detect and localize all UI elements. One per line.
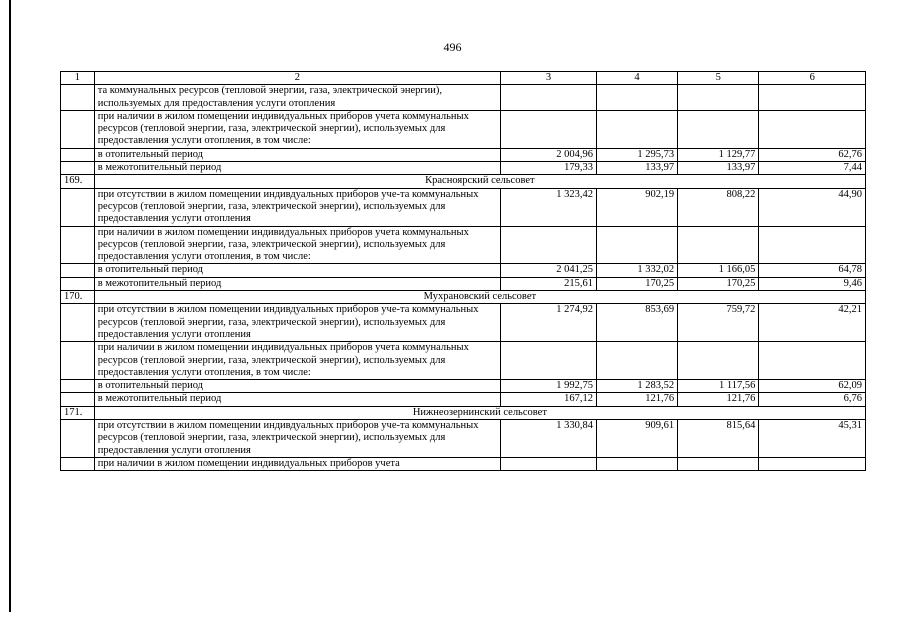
row-description: в отопительный период [94, 148, 500, 161]
row-description: в межотопительный период [94, 393, 500, 406]
value-col-4 [596, 85, 677, 111]
row-number: 170. [61, 291, 95, 304]
row-description: при отсутствии в жилом помещении индивдуальных приборов уче-та коммунальных ресурсов (тепловой энергии, газа, электрической энергии), используемых для предоставления услуги отопления [94, 420, 500, 458]
column-header: 6 [759, 72, 866, 85]
row-description: при наличии в жилом помещении индивидуальных приборов учета коммунальных ресурсов (тепловой энергии, газа, электрической энергии), используемых для предоставления услуги отопления, в том числе: [94, 342, 500, 380]
value-col-4 [596, 342, 677, 380]
value-col-3: 1 323,42 [500, 188, 596, 226]
value-col-6: 62,76 [759, 148, 866, 161]
value-col-3 [500, 457, 596, 470]
table-row [61, 277, 866, 290]
region-name: Красноярский сельсовет [94, 175, 865, 188]
row-number [61, 380, 95, 393]
row-number [61, 264, 95, 277]
value-col-3 [500, 85, 596, 111]
value-col-6 [759, 226, 866, 264]
value-col-4: 170,25 [596, 277, 677, 290]
row-description: при отсутствии в жилом помещении индивдуальных приборов уче-та коммунальных ресурсов (тепловой энергии, газа, электрической энергии), используемых для предоставления услуги отопления [94, 188, 500, 226]
row-description: при отсутствии в жилом помещении индивдуальных приборов уче-та коммунальных ресурсов (тепловой энергии, газа, электрической энергии), используемых для предоставления услуги отопления [94, 304, 500, 342]
row-number: 171. [61, 406, 95, 419]
column-header: 1 [61, 72, 95, 85]
table-row [61, 162, 866, 175]
value-col-4 [596, 226, 677, 264]
tariff-table [60, 71, 866, 471]
table-row [61, 380, 866, 393]
table-row [61, 148, 866, 161]
region-name: Нижнеозернинский сельсовет [94, 406, 865, 419]
value-col-4: 909,61 [596, 420, 677, 458]
value-col-5: 1 117,56 [678, 380, 759, 393]
value-col-6 [759, 110, 866, 148]
value-col-4 [596, 457, 677, 470]
column-header-row [61, 72, 866, 85]
value-col-3: 1 274,92 [500, 304, 596, 342]
value-col-4: 1 295,73 [596, 148, 677, 161]
value-col-3: 2 004,96 [500, 148, 596, 161]
row-number [61, 277, 95, 290]
value-col-5 [678, 457, 759, 470]
row-number [61, 162, 95, 175]
row-number [61, 420, 95, 458]
value-col-5: 1 166,05 [678, 264, 759, 277]
value-col-6: 44,90 [759, 188, 866, 226]
value-col-3 [500, 226, 596, 264]
value-col-5: 815,64 [678, 420, 759, 458]
value-col-5 [678, 226, 759, 264]
value-col-4: 121,76 [596, 393, 677, 406]
region-row [61, 175, 866, 188]
table-row [61, 188, 866, 226]
table-row [61, 85, 866, 111]
table-row [61, 420, 866, 458]
value-col-5 [678, 85, 759, 111]
page-scan-edge [9, 0, 11, 612]
value-col-4: 902,19 [596, 188, 677, 226]
row-number [61, 304, 95, 342]
row-number [61, 188, 95, 226]
row-description: в межотопительный период [94, 162, 500, 175]
value-col-3: 167,12 [500, 393, 596, 406]
region-row [61, 291, 866, 304]
value-col-6 [759, 85, 866, 111]
row-description: в межотопительный период [94, 277, 500, 290]
value-col-3 [500, 342, 596, 380]
row-description: в отопительный период [94, 264, 500, 277]
page-number: 496 [443, 40, 462, 54]
value-col-3: 215,61 [500, 277, 596, 290]
value-col-3: 1 330,84 [500, 420, 596, 458]
row-number [61, 393, 95, 406]
value-col-6 [759, 342, 866, 380]
value-col-4: 1 332,02 [596, 264, 677, 277]
value-col-5 [678, 110, 759, 148]
table-row [61, 264, 866, 277]
value-col-4: 133,97 [596, 162, 677, 175]
value-col-6 [759, 457, 866, 470]
value-col-6: 6,76 [759, 393, 866, 406]
row-number [61, 226, 95, 264]
value-col-6: 62,09 [759, 380, 866, 393]
row-description: при наличии в жилом помещении индивидуальных приборов учета [94, 457, 500, 470]
value-col-5: 759,72 [678, 304, 759, 342]
row-description: при наличии в жилом помещении индивидуальных приборов учета коммунальных ресурсов (тепловой энергии, газа, электрической энергии), используемых для предоставления услуги отопления, в том числе: [94, 110, 500, 148]
row-number [61, 342, 95, 380]
value-col-5: 121,76 [678, 393, 759, 406]
column-header: 5 [678, 72, 759, 85]
value-col-3 [500, 110, 596, 148]
value-col-6: 7,44 [759, 162, 866, 175]
value-col-6: 9,46 [759, 277, 866, 290]
column-header: 2 [94, 72, 500, 85]
value-col-4: 1 283,52 [596, 380, 677, 393]
column-header: 4 [596, 72, 677, 85]
value-col-3: 2 041,25 [500, 264, 596, 277]
row-description: в отопительный период [94, 380, 500, 393]
table-row [61, 226, 866, 264]
value-col-5 [678, 342, 759, 380]
value-col-6: 64,78 [759, 264, 866, 277]
value-col-6: 42,21 [759, 304, 866, 342]
table-row [61, 393, 866, 406]
row-description: при наличии в жилом помещении индивидуальных приборов учета коммунальных ресурсов (тепловой энергии, газа, электрической энергии), используемых для предоставления услуги отопления, в том числе: [94, 226, 500, 264]
table-row [61, 457, 866, 470]
row-number [61, 85, 95, 111]
value-col-5: 170,25 [678, 277, 759, 290]
value-col-5: 1 129,77 [678, 148, 759, 161]
value-col-3: 179,33 [500, 162, 596, 175]
value-col-5: 133,97 [678, 162, 759, 175]
value-col-5: 808,22 [678, 188, 759, 226]
column-header: 3 [500, 72, 596, 85]
row-number [61, 148, 95, 161]
region-name: Мухрановский сельсовет [94, 291, 865, 304]
region-row [61, 406, 866, 419]
table-row [61, 110, 866, 148]
value-col-3: 1 992,75 [500, 380, 596, 393]
row-number: 169. [61, 175, 95, 188]
row-number [61, 457, 95, 470]
row-description: та коммунальных ресурсов (тепловой энергии, газа, электрической энергии), используемых для предоставления услуги отопления [94, 85, 500, 111]
table-row [61, 342, 866, 380]
value-col-4 [596, 110, 677, 148]
value-col-6: 45,31 [759, 420, 866, 458]
table-row [61, 304, 866, 342]
row-number [61, 110, 95, 148]
value-col-4: 853,69 [596, 304, 677, 342]
